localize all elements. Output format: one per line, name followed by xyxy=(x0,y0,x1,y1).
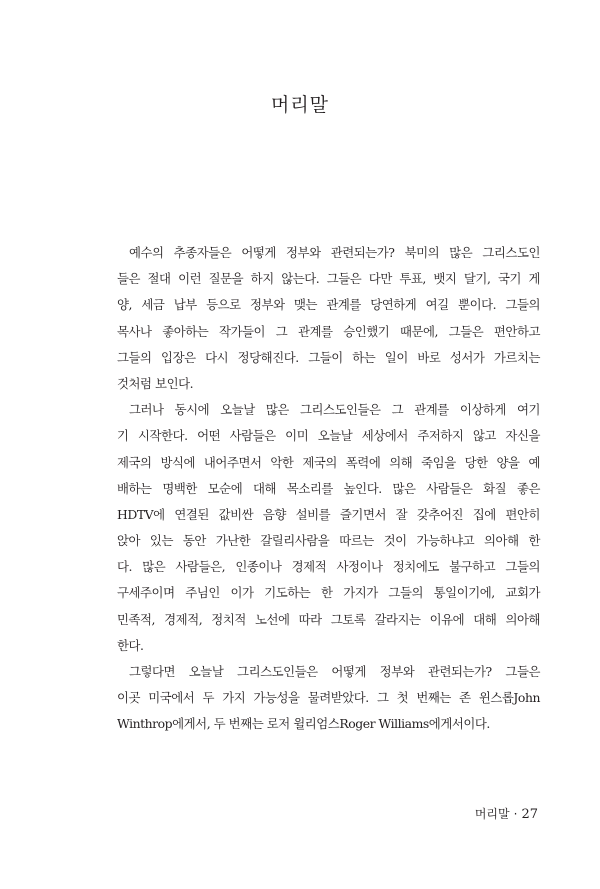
text-line: 기 시작한다. 어떤 사람들은 이미 오늘날 세상에서 주저하지 않고 자신을 xyxy=(117,428,540,444)
text-line: 이곳 미국에서 두 가지 가능성을 물려받았다. 그 첫 번째는 존 윈스롭John xyxy=(117,690,540,706)
text-line: 제국의 방식에 내어주면서 악한 제국의 폭력에 의해 죽임을 당한 양을 예 xyxy=(117,454,540,470)
running-head: 머리말 xyxy=(474,807,510,821)
text-line: 그들의 입장은 다시 정당해진다. 그들이 하는 일이 바로 성서가 가르치는 xyxy=(117,349,540,365)
text-line: 목사나 좋아하는 작가들이 그 관계를 승인했기 때문에, 그들은 편안하고 xyxy=(117,323,540,339)
text-line: 배하는 명백한 모순에 대해 목소리를 높인다. 많은 사람들은 화질 좋은 xyxy=(117,480,540,496)
page-footer xyxy=(475,805,538,822)
text-line: HDTV에 연결된 값비싼 음향 설비를 즐기면서 잘 갖추어진 집에 편안히 xyxy=(117,506,540,522)
text-line: 앉아 있는 동안 가난한 갈릴리사람을 따르는 것이 가능하냐고 의아해 한 xyxy=(117,533,540,549)
footer-separator: · xyxy=(513,807,518,821)
text-line: 다. 많은 사람들은, 인종이나 경제적 사정이나 정치에도 불구하고 그들의 xyxy=(117,559,540,575)
paragraph-3 xyxy=(117,659,540,738)
text-line: 그러나 동시에 오늘날 많은 그리스도인들은 그 관계를 이상하게 여기 xyxy=(129,402,540,418)
text-line: Winthrop에게서, 두 번째는 로저 윌리엄스Roger Williams에게서이다. xyxy=(117,716,490,732)
text-line: 양, 세금 납부 등으로 정부와 맺는 관계를 당연하게 여길 뿐이다. 그들의 xyxy=(117,297,540,313)
text-line: 예수의 추종자들은 어떻게 정부와 관련되는가? 북미의 많은 그리스도인 xyxy=(129,245,540,260)
text-line: 민족적, 경제적, 정치적 노선에 따라 그토록 갈라지는 이유에 대해 의아해 xyxy=(117,611,540,627)
text-line: 구세주이며 주님인 이가 기도하는 한 가지가 그들의 통일이기에, 교회가 xyxy=(117,585,540,601)
text-line: 들은 절대 이런 질문을 하지 않는다. 그들은 다만 투표, 뱃지 달기, 국기 게 xyxy=(117,271,540,287)
paragraph-2 xyxy=(117,397,540,659)
text-line: 한다. xyxy=(117,637,144,653)
body-text xyxy=(117,240,540,738)
text-line: 것처럼 보인다. xyxy=(117,375,194,391)
paragraph-1 xyxy=(117,240,540,397)
text-line: 그렇다면 오늘날 그리스도인들은 어떻게 정부와 관련되는가? 그들은 xyxy=(129,664,540,679)
chapter-title: 머리말 xyxy=(270,94,330,116)
page-number: 27 xyxy=(521,807,538,822)
